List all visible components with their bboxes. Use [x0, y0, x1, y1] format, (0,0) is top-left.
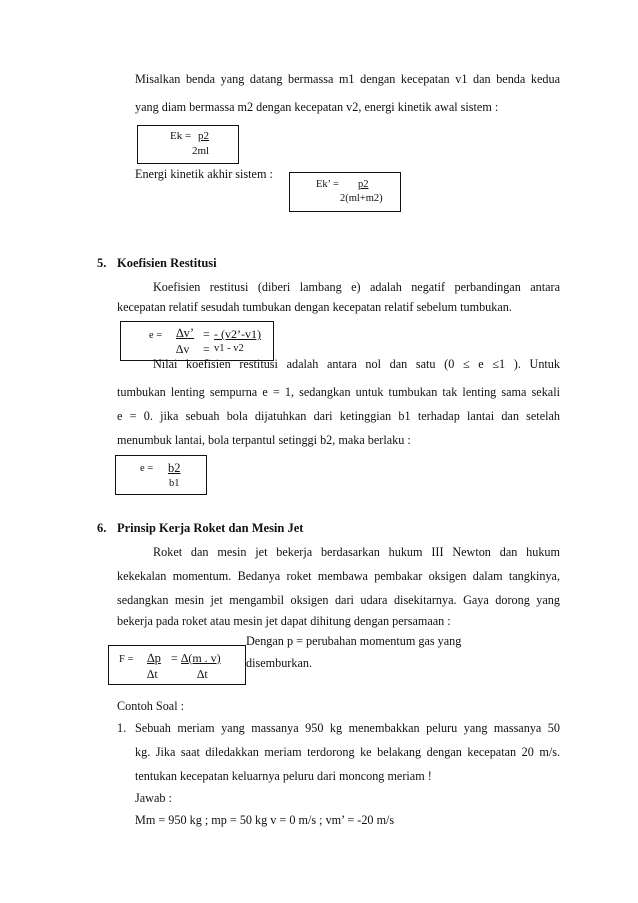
section-6-number: 6.: [97, 521, 107, 535]
formula-box-initial-energy: [137, 125, 239, 164]
section-5-para-2-line-2: tumbukan lenting sempurna e = 1, sedangkan untuk tumbukan tak lenting sama sekali: [117, 385, 560, 399]
formula-lhs: e =: [149, 330, 163, 341]
intro-line-2: yang diam bermassa m2 dengan kecepatan v2, energi kinetik awal sistem :: [135, 100, 499, 114]
formula-num-right: - (v2’-v1): [214, 327, 261, 341]
section-5-para-1-line-1: Koefisien restitusi (diberi lambang e) adalah negatif perbandingan antara: [153, 280, 560, 294]
section-5-para-2-line-4: menumbuk lantai, bola terpantul setinggi b2, maka berlaku :: [117, 433, 411, 447]
formula-denominator: b1: [169, 478, 180, 489]
formula-lhs: e =: [140, 463, 154, 474]
section-6-note-line-2: disemburkan.: [246, 656, 313, 670]
section-5-title: Koefisien Restitusi: [117, 256, 217, 270]
formula-numerator: b2: [168, 461, 181, 475]
formula-num-left: ∆v’: [176, 326, 195, 340]
example-number: 1.: [117, 721, 127, 735]
intro-line-3: Energi kinetik akhir sistem :: [135, 167, 273, 181]
formula-den-right: v1 - v2: [214, 343, 244, 354]
formula-den-left: ∆v: [176, 342, 190, 356]
formula-den-right: ∆t: [197, 667, 208, 681]
formula-box-thrust: [108, 645, 246, 685]
section-6-para-line-2: kekekalan momentum. Bedanya roket membawa pembakar oksigen dalam tangkinya,: [117, 569, 560, 583]
formula-den-eq: =: [203, 342, 210, 356]
section-5-para-2-line-1: Nilai koefisien restitusi adalah antara nol dan satu (0 ≤ e ≤1 ). Untuk: [153, 357, 560, 371]
section-6-para-line-3: sedangkan mesin jet mengambil oksigen dari udara disekitarnya. Gaya dorong yang: [117, 593, 560, 607]
section-5-para-1-line-2: kecepatan relatif sesudah tumbukan dengan kecepatan relatif sebelum tumbukan.: [117, 300, 512, 314]
formula-den-left: ∆t: [147, 667, 158, 681]
example-line-3: tentukan kecepatan keluarnya peluru dari moncong meriam !: [135, 769, 432, 783]
formula-box-restitution: [120, 321, 274, 361]
example-heading: Contoh Soal :: [117, 699, 185, 713]
formula-denominator: 2(ml+m2): [340, 193, 383, 204]
formula-num-right: ∆(m . v): [181, 651, 221, 665]
example-answer-label: Jawab :: [135, 791, 172, 805]
example-line-1: Sebuah meriam yang massanya 950 kg menembakkan peluru yang massanya 50: [135, 721, 560, 735]
section-5-para-2-line-3: e = 0. jika sebuah bola dijatuhkan dari ketinggian b1 terhadap lantai dan setelah: [117, 409, 560, 423]
formula-box-final-energy: [289, 172, 401, 212]
section-6-title: Prinsip Kerja Roket dan Mesin Jet: [117, 521, 304, 535]
formula-denominator: 2ml: [192, 145, 210, 157]
formula-lhs: Ek =: [170, 130, 192, 142]
formula-num-eq: =: [171, 651, 178, 665]
example-line-2: kg. Jika saat diledakkan meriam terdorong ke belakang dengan kecepatan 20 m/s.: [135, 745, 560, 759]
section-6-para-line-1: Roket dan mesin jet bekerja berdasarkan hukum III Newton dan hukum: [153, 545, 560, 559]
section-5-number: 5.: [97, 256, 107, 270]
formula-num-eq: =: [203, 327, 210, 341]
formula-num-left: ∆p: [147, 651, 161, 665]
formula-box-bounce: [115, 455, 207, 495]
example-given-values: Mm = 950 kg ; mp = 50 kg v = 0 m/s ; vm’ = -20 m/s: [135, 813, 395, 827]
formula-lhs: Ek’ =: [316, 179, 339, 190]
formula-numerator: p2: [358, 179, 369, 190]
section-6-note-line-1: Dengan p = perubahan momentum gas yang: [246, 634, 462, 648]
formula-lhs: F =: [119, 654, 134, 665]
intro-line-1: Misalkan benda yang datang bermassa m1 dengan kecepatan v1 dan benda kedua: [135, 72, 560, 86]
formula-numerator: p2: [198, 130, 209, 142]
section-6-para-line-4: bekerja pada roket atau mesin jet dapat dihitung dengan persamaan :: [117, 614, 451, 628]
